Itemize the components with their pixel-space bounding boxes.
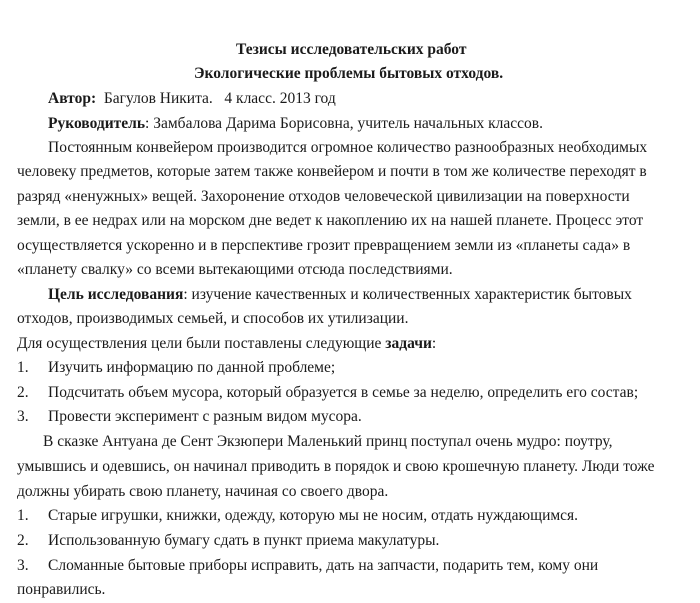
tale-line: должны убирать свою планету, начиная со своего двора. [17, 483, 389, 500]
list-item [0, 504, 700, 528]
list-number: 1. [17, 359, 29, 376]
list-number: 3. [17, 408, 29, 425]
list-item [0, 529, 700, 553]
list-text: Старые игрушки, книжки, одежду, которую мы не носим, отдать нуждающимся. [48, 507, 579, 524]
list-text: Подсчитать объем мусора, который образуется в семье за неделю, определить его состав; [48, 384, 639, 401]
list-text: Использованную бумагу сдать в пункт приема макулатуры. [48, 532, 440, 549]
intro-line: земли, в ее недрах или на морском дне ведет к накоплению их на нашей планете. Процесс этот [17, 212, 644, 229]
intro-line: «планету свалку» со всеми вытекающими отсюда последствиями. [17, 261, 453, 278]
tasks-colon: : [431, 335, 437, 352]
list-continuation: понравились. [17, 581, 106, 598]
title-line-1: Тезисы исследовательских работ [236, 41, 467, 58]
tale-line: В сказке Антуана де Сент Экзюпери Маленький принц поступал очень мудро: поутру, [43, 433, 613, 450]
intro-line: разряд «ненужных» вещей. Захоронение отходов человеческой цивилизации на поверхности [17, 188, 630, 205]
list-number: 3. [17, 557, 29, 574]
list-text: Изучить информацию по данной проблеме; [48, 359, 336, 376]
intro-line: Постоянным конвейером производится огромное количество разнообразных необходимых [48, 139, 648, 156]
goal-line [48, 283, 632, 308]
list-number: 1. [17, 507, 29, 524]
goal-line-2: отходов, производимых семьей, и способов их утилизации. [17, 310, 409, 327]
tasks-intro [17, 332, 436, 357]
goal-label: Цель исследования [48, 286, 184, 303]
list-text: Сломанные бытовые приборы исправить, дать на запчасти, подарить тем, кому они [48, 557, 599, 574]
list-number: 2. [17, 384, 29, 401]
list-text: Провести эксперимент с разным видом мусора. [48, 408, 362, 425]
supervisor-label: Руководитель [48, 115, 146, 132]
goal-text: : изучение качественных и количественных характеристик бытовых [183, 286, 632, 303]
author-label: Автор: [48, 90, 97, 107]
list-item [0, 554, 700, 578]
supervisor-line [48, 112, 543, 137]
intro-line: человеку предметов, которые затем также конвейером и почти в том же количестве переходят в [17, 163, 647, 180]
author-line [48, 87, 336, 112]
list-number: 2. [17, 532, 29, 549]
list-item [0, 356, 700, 380]
tasks-intro-text: Для осуществления цели были поставлены следующие [17, 335, 386, 352]
supervisor-text: : Замбалова Дарима Борисовна, учитель начальных классов. [145, 115, 543, 132]
list-item [0, 381, 700, 405]
tale-line: умывшись и одевшись, он начинал приводить в порядок и свою крошечную планету. Люди тоже [17, 458, 655, 475]
tasks-bold-label: задачи [385, 335, 432, 352]
intro-line: осуществляется ускоренно и в перспективе грозит превращением земли из «планеты сада» в [17, 237, 631, 254]
author-text: Багулов Никита. 4 класс. 2013 год [96, 90, 336, 107]
title-line-2: Экологические проблемы бытовых отходов. [194, 65, 504, 82]
list-item [0, 405, 700, 429]
